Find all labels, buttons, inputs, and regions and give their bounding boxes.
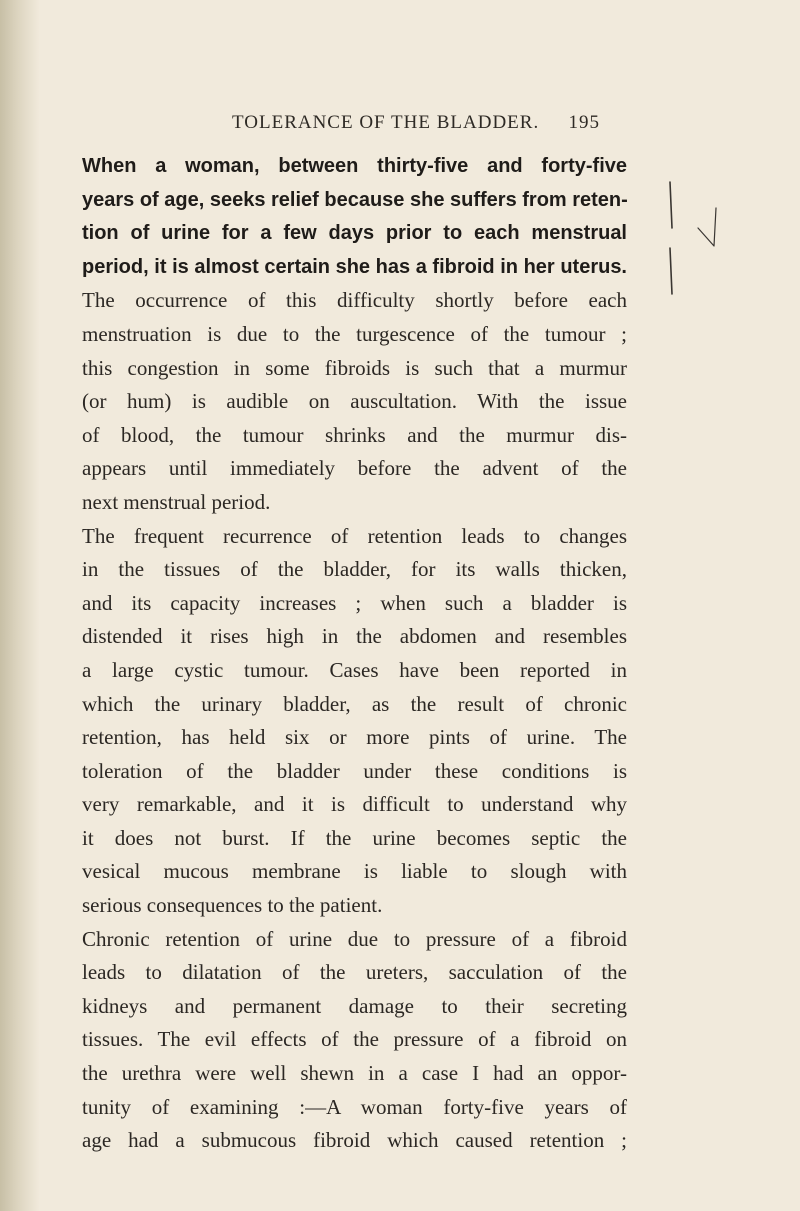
text-line: vesical mucous membrane is liable to slough with: [82, 859, 627, 884]
paragraph-chronic-retention: [82, 923, 627, 1158]
page-number: 195: [568, 112, 600, 133]
text-line: of blood, the tumour shrinks and the murmur dis-: [82, 422, 627, 447]
text-line: tion of urine for a few days prior to each menstrual: [82, 222, 627, 245]
pencil-margin-mark-icon: [662, 168, 722, 308]
text-line: in the tissues of the bladder, for its walls thicken,: [82, 557, 627, 582]
text-line: a large cystic tumour. Cases have been reported in: [82, 657, 627, 682]
text-line: kidneys and permanent damage to their secreting: [82, 993, 627, 1018]
text-line: The frequent recurrence of retention leads to changes: [82, 523, 627, 548]
text-line: tunity of examining :—A woman forty-five years of: [82, 1094, 627, 1119]
text-line: period, it is almost certain she has a fibroid in her uterus.: [82, 255, 627, 278]
text-line: When a woman, between thirty-five and forty-five: [82, 155, 627, 177]
text-line: retention, has held six or more pints of urine. The: [82, 725, 627, 750]
bold-lead-paragraph: [82, 150, 627, 284]
text-line: years of age, seeks relief because she suffers from reten-: [82, 188, 628, 211]
text-line: next menstrual period.: [82, 489, 271, 514]
text-line: (or hum) is audible on auscultation. With the issue: [82, 389, 627, 414]
body-text: [82, 150, 627, 1158]
text-line: and its capacity increases ; when such a bladder is: [82, 590, 627, 615]
page-gutter-shadow: [0, 0, 40, 1211]
text-line: appears until immediately before the advent of the: [82, 456, 627, 481]
text-line: serious consequences to the patient.: [82, 893, 383, 918]
text-line: Chronic retention of urine due to pressure of a fibroid: [82, 926, 627, 951]
text-line: The occurrence of this difficulty shortly before each: [82, 288, 627, 313]
paragraph-occurrence: [82, 284, 627, 519]
text-line: tissues. The evil effects of the pressure of a fibroid on: [82, 1027, 627, 1052]
text-line: this congestion in some fibroids is such that a murmur: [82, 355, 627, 380]
text-line: leads to dilatation of the ureters, sacculation of the: [82, 960, 627, 985]
text-line: distended it rises high in the abdomen and resembles: [82, 624, 627, 649]
running-header: [232, 112, 600, 140]
text-line: menstruation is due to the turgescence of the tumour ;: [82, 321, 627, 346]
paragraph-frequent-recurrence: [82, 520, 627, 923]
text-line: toleration of the bladder under these conditions is: [82, 758, 627, 783]
text-line: the urethra were well shewn in a case I had an oppor-: [82, 1061, 627, 1086]
text-line: age had a submucous fibroid which caused retention ;: [82, 1128, 627, 1153]
text-line: very remarkable, and it is difficult to understand why: [82, 792, 627, 817]
text-line: it does not burst. If the urine becomes septic the: [82, 825, 627, 850]
text-line: which the urinary bladder, as the result of chronic: [82, 691, 627, 716]
running-header-title: TOLERANCE OF THE BLADDER.: [232, 112, 540, 133]
